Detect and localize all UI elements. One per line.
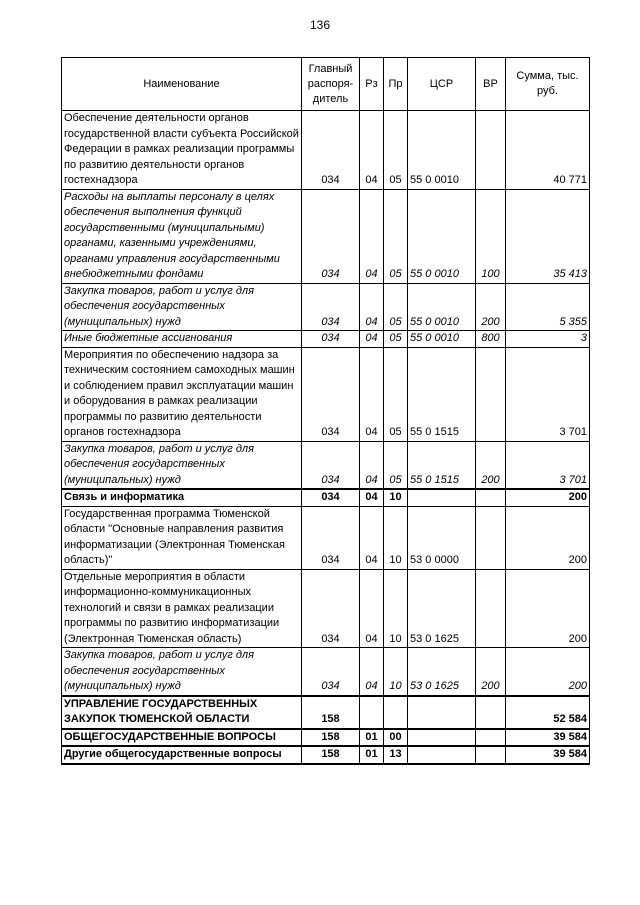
table-row: [62, 729, 590, 747]
row-name: Иные бюджетные ассигнования: [62, 331, 302, 348]
row-rz: 04: [360, 283, 384, 331]
table-row: [62, 111, 590, 190]
row-vr: [476, 746, 506, 764]
row-name: Мероприятия по обеспечению надзора за техническим состоянием самоходных машин и соблюдением правил эксплуатации машин и оборудования в рамках реализации программы по развитию деятельности органов гостехнадзора: [62, 347, 302, 441]
row-csr: 55 0 0010: [408, 331, 476, 348]
row-manager: 034: [302, 489, 360, 506]
row-name: Другие общегосударственные вопросы: [62, 746, 302, 764]
row-manager: 034: [302, 331, 360, 348]
row-rz: 01: [360, 746, 384, 764]
row-rz: 04: [360, 111, 384, 190]
row-sum: 200: [506, 506, 590, 569]
table-row: [62, 746, 590, 764]
row-sum: 3 701: [506, 441, 590, 489]
header-pr: Пр: [384, 58, 408, 111]
row-csr: [408, 489, 476, 506]
header-name: Наименование: [62, 58, 302, 111]
row-name: ОБЩЕГОСУДАРСТВЕННЫЕ ВОПРОСЫ: [62, 729, 302, 747]
row-name: Связь и информатика: [62, 489, 302, 506]
row-name: УПРАВЛЕНИЕ ГОСУДАРСТВЕННЫХ ЗАКУПОК ТЮМЕНСКОЙ ОБЛАСТИ: [62, 696, 302, 729]
row-rz: 04: [360, 331, 384, 348]
row-vr: 200: [476, 648, 506, 696]
row-csr: 55 0 1515: [408, 441, 476, 489]
row-name: Закупка товаров, работ и услуг для обеспечения государственных (муниципальных) нужд: [62, 441, 302, 489]
table-row: [62, 696, 590, 729]
page-number: 136: [309, 18, 331, 32]
header-csr: ЦСР: [408, 58, 476, 111]
row-rz: 04: [360, 648, 384, 696]
row-pr: 05: [384, 331, 408, 348]
header-sum: Сумма, тыс. руб.: [506, 58, 590, 111]
row-csr: 55 0 1515: [408, 347, 476, 441]
row-pr: 05: [384, 283, 408, 331]
row-csr: [408, 696, 476, 729]
row-sum: 52 584: [506, 696, 590, 729]
row-vr: [476, 489, 506, 506]
row-manager: 034: [302, 283, 360, 331]
row-vr: [476, 347, 506, 441]
row-csr: 55 0 0010: [408, 283, 476, 331]
table-row: [62, 331, 590, 348]
row-manager: 158: [302, 729, 360, 747]
row-rz: 04: [360, 489, 384, 506]
row-manager: 034: [302, 648, 360, 696]
row-pr: 10: [384, 506, 408, 569]
header-rz: Рз: [360, 58, 384, 111]
table-row: [62, 441, 590, 489]
row-vr: 100: [476, 189, 506, 283]
row-sum: 3 701: [506, 347, 590, 441]
table-row: [62, 569, 590, 648]
row-name: Расходы на выплаты персоналу в целях обеспечения выполнения функций государственными (муниципальными) органами, казенными учреждениями, органами управления государственными внебюджетными фондами: [62, 189, 302, 283]
row-sum: 200: [506, 648, 590, 696]
row-pr: [384, 696, 408, 729]
row-rz: 04: [360, 441, 384, 489]
header-row: [62, 58, 590, 111]
row-manager: 034: [302, 111, 360, 190]
row-csr: 53 0 1625: [408, 648, 476, 696]
table-row: [62, 648, 590, 696]
row-name: Закупка товаров, работ и услуг для обеспечения государственных (муниципальных) нужд: [62, 648, 302, 696]
row-pr: 10: [384, 648, 408, 696]
row-vr: 800: [476, 331, 506, 348]
row-vr: [476, 696, 506, 729]
row-csr: 55 0 0010: [408, 111, 476, 190]
row-vr: [476, 111, 506, 190]
row-name: Отдельные мероприятия в области информационно-коммуникационных технологий и связи в рамках реализации программы по развитию информатизации (Электронная Тюменская область): [62, 569, 302, 648]
table-row: [62, 283, 590, 331]
table-row: [62, 506, 590, 569]
row-vr: [476, 729, 506, 747]
row-vr: 200: [476, 283, 506, 331]
row-manager: 034: [302, 569, 360, 648]
row-sum: 39 584: [506, 746, 590, 764]
row-csr: 53 0 1625: [408, 569, 476, 648]
row-csr: 55 0 0010: [408, 189, 476, 283]
row-manager: 158: [302, 696, 360, 729]
row-manager: 034: [302, 347, 360, 441]
row-sum: 39 584: [506, 729, 590, 747]
row-pr: 05: [384, 441, 408, 489]
row-pr: 00: [384, 729, 408, 747]
row-name: Государственная программа Тюменской области "Основные направления развития информатизации (Электронная Тюменская область)": [62, 506, 302, 569]
header-vr: ВР: [476, 58, 506, 111]
row-manager: 158: [302, 746, 360, 764]
row-pr: 05: [384, 189, 408, 283]
row-sum: 40 771: [506, 111, 590, 190]
row-pr: 10: [384, 489, 408, 506]
row-csr: [408, 746, 476, 764]
row-rz: 01: [360, 729, 384, 747]
row-rz: 04: [360, 189, 384, 283]
row-manager: 034: [302, 506, 360, 569]
row-sum: 35 413: [506, 189, 590, 283]
table-row: [62, 347, 590, 441]
row-name: Закупка товаров, работ и услуг для обеспечения государственных (муниципальных) нужд: [62, 283, 302, 331]
row-manager: 034: [302, 441, 360, 489]
row-vr: 200: [476, 441, 506, 489]
table-row: [62, 189, 590, 283]
budget-table: [61, 57, 590, 765]
row-rz: 04: [360, 347, 384, 441]
row-sum: 200: [506, 489, 590, 506]
row-csr: [408, 729, 476, 747]
row-pr: 10: [384, 569, 408, 648]
row-pr: 05: [384, 111, 408, 190]
table-row: [62, 489, 590, 506]
header-manager: Главный распоря-дитель: [302, 58, 360, 111]
row-manager: 034: [302, 189, 360, 283]
row-pr: 13: [384, 746, 408, 764]
row-csr: 53 0 0000: [408, 506, 476, 569]
row-rz: 04: [360, 506, 384, 569]
row-rz: [360, 696, 384, 729]
row-pr: 05: [384, 347, 408, 441]
row-name: Обеспечение деятельности органов государственной власти субъекта Российской Федерации в рамках реализации программы по развитию деятельности органов гостехнадзора: [62, 111, 302, 190]
row-vr: [476, 569, 506, 648]
row-vr: [476, 506, 506, 569]
row-rz: 04: [360, 569, 384, 648]
row-sum: 200: [506, 569, 590, 648]
row-sum: 5 355: [506, 283, 590, 331]
row-sum: 3: [506, 331, 590, 348]
